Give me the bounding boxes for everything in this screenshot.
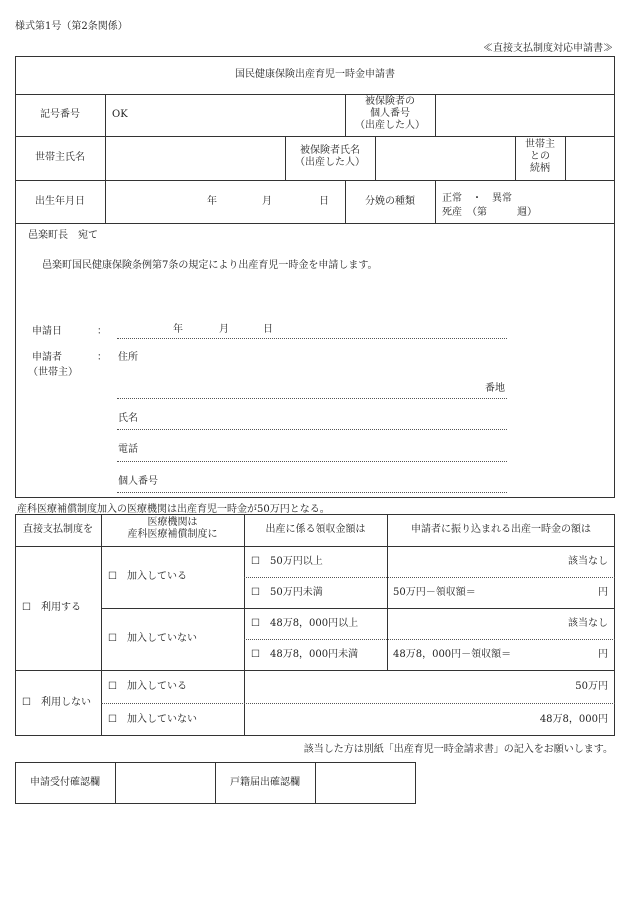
not-use-joined-amount: 50万円: [575, 681, 608, 692]
header-receipt-amount: 出産に係る領収金額は: [265, 524, 366, 535]
delivery-normal: 正常 ・ 異常: [442, 193, 512, 204]
formula-under-50: 50万円－領収額＝: [393, 587, 476, 598]
not-use-checkbox[interactable]: ☐ 利用しない: [22, 697, 91, 708]
birth-date-label: 出生年月日: [35, 196, 85, 207]
addressee: 邑楽町長 宛て: [28, 230, 98, 241]
phone-label: 電話: [118, 444, 138, 455]
formula-under-488: 48万8，000円－領収額＝: [393, 649, 512, 660]
reception-confirm-field[interactable]: [116, 763, 214, 803]
result-over-488: 該当なし: [568, 618, 608, 629]
amount-under-50[interactable]: ☐ 50万円未満: [251, 587, 323, 598]
head-name-label: 世帯主氏名: [35, 152, 85, 163]
delivery-stillbirth: 死産 （第 週）: [442, 207, 537, 218]
amount-under-488[interactable]: ☐ 48万8，000円未満: [251, 649, 359, 660]
delivery-type-label: 分娩の種類: [365, 196, 415, 207]
header-direct-pay: 直接支払制度を: [23, 524, 93, 535]
amount-over-488[interactable]: ☐ 48万8，000円以上: [251, 618, 359, 629]
symbol-value[interactable]: OK: [112, 109, 128, 120]
header-transfer-amount: 申請者に振り込まれる出産一時金の額は: [411, 524, 591, 535]
banchi-label: 番地: [485, 383, 505, 394]
applicant-label: 申請者: [32, 352, 62, 363]
address-label: 住所: [118, 352, 138, 363]
applicant-colon: ：: [97, 352, 107, 363]
insured-name-label: 被保険者氏名 （出産した人）: [295, 145, 365, 168]
reception-confirm-label: 申請受付確認欄: [30, 777, 100, 788]
note-bottom: 該当した方は別紙「出産育児一時金請求書」の記入をお願いします。: [303, 744, 613, 755]
result-under-488: 円: [598, 649, 608, 660]
symbol-label: 記号番号: [40, 109, 80, 120]
application-year: 年: [173, 324, 183, 335]
phone-line[interactable]: [117, 461, 507, 462]
application-month: 月: [219, 324, 229, 335]
note-top: 産科医療補償制度加入の医療機関は出産育児一時金が50万円となる。: [17, 504, 330, 515]
not-use-joined-checkbox[interactable]: ☐ 加入している: [108, 681, 187, 692]
form-variant: ≪直接支払制度対応申請書≫: [483, 43, 613, 54]
name-label: 氏名: [118, 413, 138, 424]
birth-month: 月: [262, 196, 272, 207]
registry-confirm-field[interactable]: [316, 763, 415, 803]
use-checkbox[interactable]: ☐ 利用する: [22, 602, 81, 613]
not-use-not-joined-checkbox[interactable]: ☐ 加入していない: [108, 714, 197, 725]
use-not-joined-checkbox[interactable]: ☐ 加入していない: [108, 633, 197, 644]
applicant-sub: （世帯主）: [28, 367, 78, 378]
application-statement: 邑楽町国民健康保険条例第7条の規定により出産育児一時金を申請します。: [42, 260, 378, 271]
date-colon: ：: [97, 326, 107, 337]
result-over-50: 該当なし: [568, 556, 608, 567]
relationship-label: 世帯主 との 続柄: [525, 139, 555, 174]
date-label: 申請日: [32, 326, 62, 337]
amount-over-50[interactable]: ☐ 50万円以上: [251, 556, 323, 567]
application-day: 日: [263, 324, 273, 335]
not-use-not-joined-amount: 48万8，000円: [539, 714, 608, 725]
birth-year: 年: [207, 196, 217, 207]
header-medical-institution: 医療機関は 産科医療補償制度に: [127, 517, 218, 540]
use-joined-checkbox[interactable]: ☐ 加入している: [108, 571, 187, 582]
name-line[interactable]: [117, 429, 507, 430]
form-number: 様式第1号（第2条関係）: [15, 21, 128, 32]
birth-day: 日: [319, 196, 329, 207]
insured-number-label: 被保険者の 個人番号 （出産した人）: [355, 96, 425, 131]
personal-number-line[interactable]: [117, 492, 507, 493]
registry-confirm-label: 戸籍届出確認欄: [230, 777, 300, 788]
form-title: 国民健康保険出産育児一時金申請書: [235, 69, 395, 80]
address-line[interactable]: [117, 398, 507, 399]
result-under-50: 円: [598, 587, 608, 598]
personal-number-label: 個人番号: [118, 476, 158, 487]
